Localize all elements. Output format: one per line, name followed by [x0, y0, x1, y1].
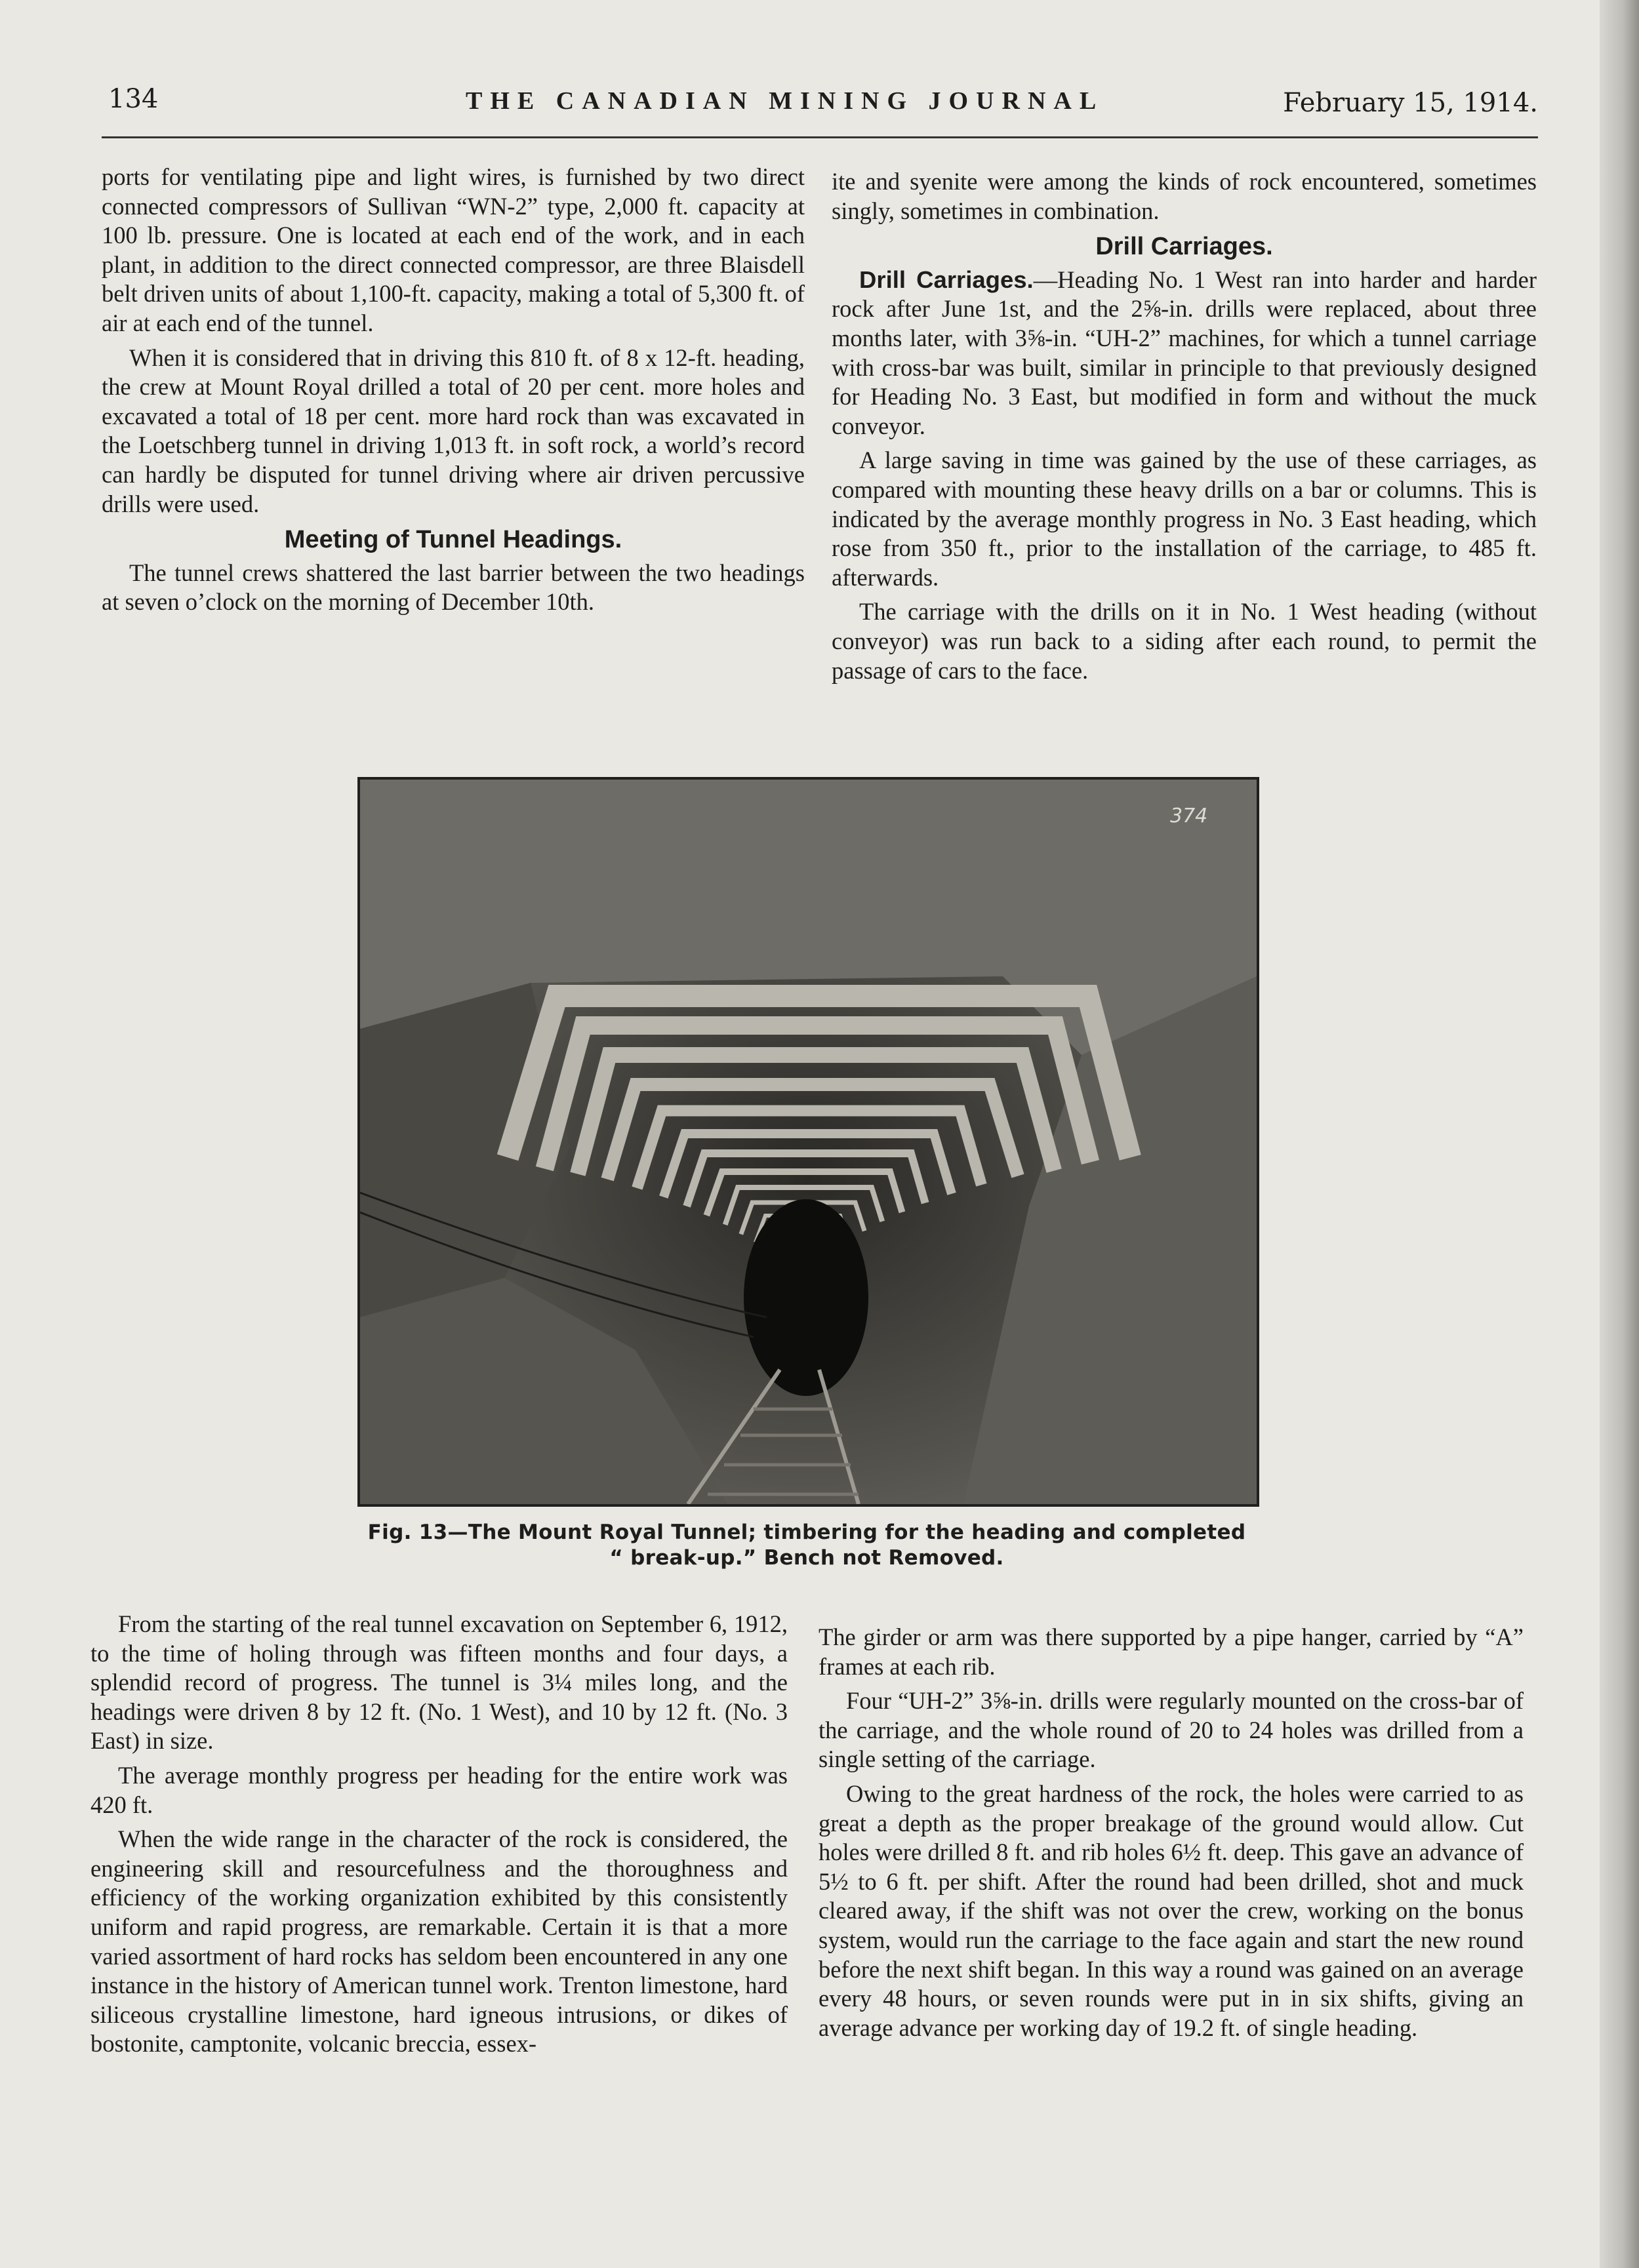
caption-line: Fig. 13—The Mount Royal Tunnel; timbering for the heading and completed: [367, 1521, 1246, 1544]
journal-title: THE CANADIAN MINING JOURNAL: [466, 87, 1104, 115]
column-bottom-left: [91, 1610, 788, 2064]
paragraph: The tunnel crews shattered the last barrier between the two headings at seven o’clock on the morning of December 10th.: [102, 559, 805, 616]
paragraph: When it is considered that in driving this 810 ft. of 8 x 12-ft. heading, the crew at Mount Royal drilled a total of 20 per cent. more holes and excavated a total of 18 per cent. more hard rock than was excavated in the Loetschberg tunnel in driving 1,013 ft. in soft rock, a world’s record can hardly be disputed for tunnel driving where air driven percussive drills were used.: [102, 344, 805, 517]
figure-caption: [341, 1520, 1272, 1571]
paragraph: Four “UH-2” 3⅝-in. drills were regularly mounted on the cross-bar of the carriage, and the whole round of 20 to 24 holes was drilled from a single setting of the carriage.: [819, 1687, 1524, 1773]
paragraph: From the starting of the real tunnel excavation on September 6, 1912, to the time of holing through was fifteen months and four days, a splendid record of progress. The tunnel is 3¼ miles long, and the headings were driven 8 by 12 ft. (No. 1 West), and 10 by 12 ft. (No. 3 East) in size.: [91, 1610, 788, 1755]
paragraph: The average monthly progress per heading for the entire work was 420 ft.: [91, 1761, 788, 1818]
paragraph: [832, 266, 1537, 441]
paragraph: ite and syenite were among the kinds of rock encountered, sometimes singly, sometimes in combination.: [832, 168, 1537, 224]
column-top-left: [102, 163, 805, 622]
page-header: [102, 84, 1538, 138]
runin-heading: Drill Carriages.: [859, 266, 1034, 293]
tunnel-opening: [744, 1199, 868, 1396]
tunnel-photograph: [357, 777, 1259, 1507]
paragraph: A large saving in time was gained by the use of these carriages, as compared with mounting these heavy drills on a bar or columns. This is indicated by the average monthly progress in No. 3 East heading, which rose from 350 ft., prior to the installation of the carriage, to 485 ft. afterwards.: [832, 447, 1537, 591]
paragraph: The girder or arm was there supported by a pipe hanger, carried by “A” frames at each rib.: [819, 1623, 1524, 1680]
paragraph: When the wide range in the character of the rock is considered, the engineering skill and resourcefulness and the thoroughness and efficiency of the working organization exhibited by this consistently uniform and rapid progress, are remarkable. Certain it is that a more varied assortment of hard rocks has seldom been encountered in any one instance in the history of American tunnel work. Trenton limestone, hard siliceous crystalline limestone, hard igneous intrusions, or dikes of bostonite, camptonite, volcanic breccia, essex-: [91, 1825, 788, 2058]
section-heading-drill-carriages: Drill Carriages.: [1095, 233, 1273, 261]
page-number: 134: [108, 84, 159, 114]
section-heading-meeting: Meeting of Tunnel Headings.: [284, 526, 622, 554]
paragraph-text: —Heading No. 1 West ran into harder and harder rock after June 1st, and the 2⅝-in. drills were replaced, about three months later, with 3⅝-in. “UH-2” machines, for which a tunnel carriage with cross-bar was built, similar in principle to that previously designed for Heading No. 3 East, but modified in form and without the muck conveyor.: [832, 266, 1537, 439]
page-edge-shadow: [1600, 0, 1639, 2268]
paragraph: The carriage with the drills on it in No. 1 West heading (without conveyor) was run back to a siding after each round, to permit the passage of cars to the face.: [832, 598, 1537, 684]
paragraph: Owing to the great hardness of the rock, the holes were carried to as great a depth as the proper breakage of the ground would allow. Cut holes were drilled 8 ft. and rib holes 6½ ft. deep. This gave an advance of 5½ to 6 ft. per shift. After the round had been drilled, shot and muck cleared away, if the shift was not over the crew, working on the bonus system, would run the carriage to the face again and start the new round before the next shift began. In this way a round was gained on an average every 48 hours, or seven rounds were put in in six shifts, giving an average advance per working day of 19.2 ft. of single heading.: [819, 1780, 1524, 2041]
paragraph: ports for ventilating pipe and light wires, is furnished by two direct connected compressors of Sullivan “WN-2” type, 2,000 ft. capacity at 100 lb. pressure. One is located at each end of the work, and in each plant, in addition to the direct connected compressor, are three Blaisdell belt driven units of about 1,100-ft. capacity, making a total of 5,300 ft. of air at each end of the tunnel.: [102, 163, 805, 336]
tunnel-photo-illustration: [360, 780, 1257, 1504]
caption-line: “ break-up.” Bench not Removed.: [609, 1546, 1004, 1570]
column-bottom-right: [819, 1623, 1524, 2048]
issue-date: February 15, 1914.: [1283, 88, 1538, 118]
photo-number: 374: [1170, 805, 1208, 827]
column-top-right: [832, 167, 1537, 690]
